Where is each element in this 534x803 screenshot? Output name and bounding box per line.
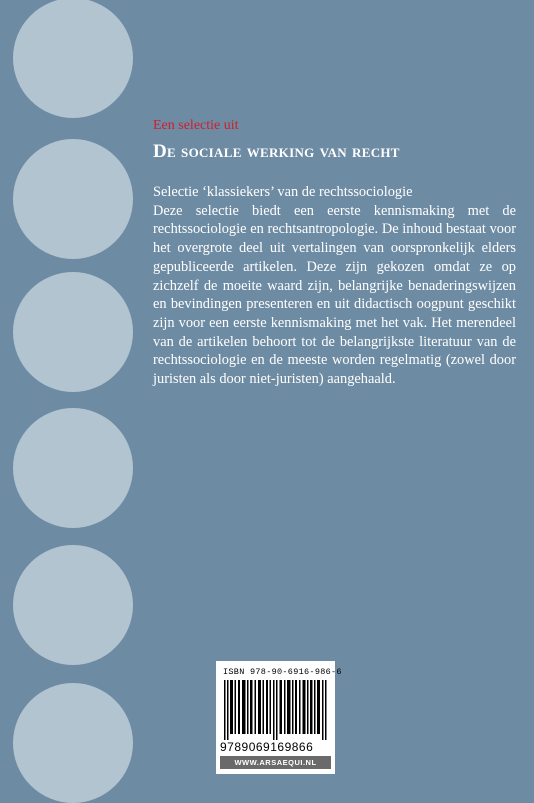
decor-circle-1 (13, 0, 133, 118)
isbn-label: ISBN 978-90-6916-986-6 (223, 667, 342, 677)
decor-circle-3 (13, 272, 133, 392)
publisher-url: WWW.ARSAEQUI.NL (220, 756, 331, 769)
isbn-barcode-box (216, 661, 342, 774)
series-kicker: Een selectie uit (153, 118, 239, 133)
back-cover-text (153, 183, 516, 389)
barcode-icon (224, 680, 328, 740)
series-title: De sociale werking van recht (153, 141, 400, 162)
decor-circle-6 (13, 683, 133, 803)
decor-circle-4 (13, 408, 133, 528)
isbn-digits: 9789069169866 (220, 740, 314, 754)
description: Deze selectie biedt een eerste kennismaking met de rechtssociologie en rechtsantropologie. De inhoud bestaat voor het overgrote deel uit vertalingen van oorspronkelijk elders gepubliceerde artikelen. Deze zijn gekozen omdat ze op zichzelf de moeite waard zijn, belangrijke benaderingswijzen en bevindingen presenteren en uit didactisch oogpunt geschikt zijn voor een eerste kennismaking met het vak. Het merendeel van de artikelen behoort tot de belangrijkste literatuur van de rechtssociologie en de meeste worden regelmatig (zowel door juristen als door niet-juristen) aangehaald. (153, 202, 516, 388)
decor-circle-2 (13, 139, 133, 259)
subtitle: Selectie ‘klassiekers’ van de rechtssociologie (153, 184, 413, 200)
decor-circle-5 (13, 545, 133, 665)
